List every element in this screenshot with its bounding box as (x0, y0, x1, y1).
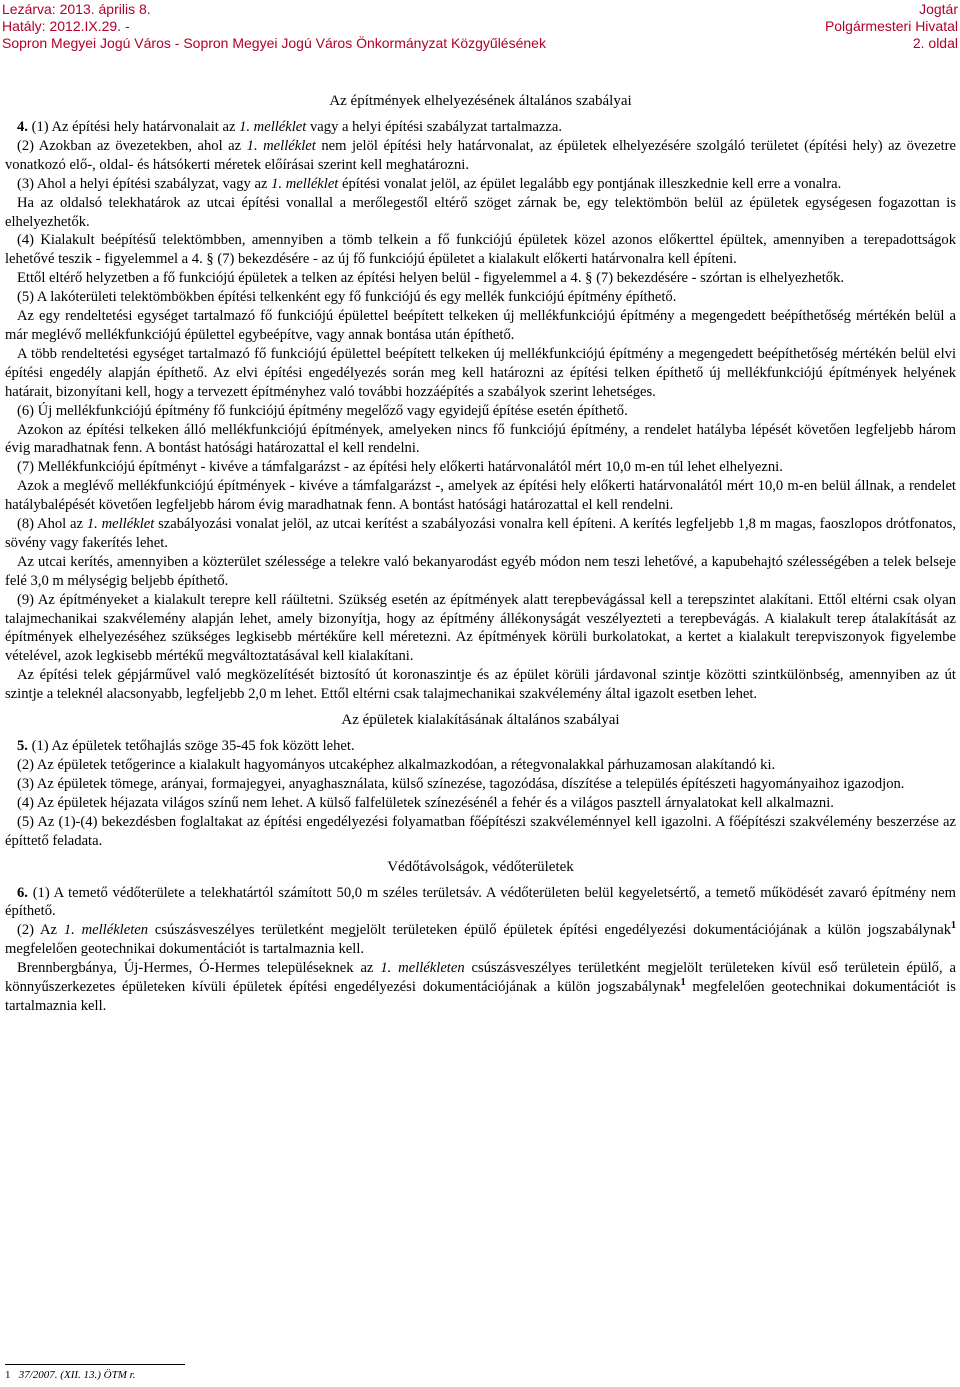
paragraph: Az építési telek gépjárművel való megközelítését biztosító út koronaszintje és az épület körüli járdavonal szintje közötti szintkülönbség, amennyiben az út szintje a teleknél alacsonyabb, legfeljebb 2,0 m lehet. Ettől eltérni csak talajmechanikai szakvélemény által igazolt esetben lehet. (5, 667, 956, 703)
footnote-reference[interactable]: 1 (680, 977, 686, 989)
header-page-number: 2. oldal (912, 35, 958, 51)
document-body (5, 88, 956, 1016)
header-issuer: Sopron Megyei Jogú Város - Sopron Megyei Jogú Város Önkormányzat Közgyűlésének (2, 35, 546, 51)
section-heading-building-design: Az épületek kialakításának általános szabályai (341, 712, 620, 729)
header-source: Jogtár (919, 1, 958, 17)
paragraph: (8) Ahol az 1. melléklet szabályozási vonalat jelöl, az utcai kerítést a szabályozási vonalra kell építeni. A kerítés legfeljebb 1,8 m magas, faoszlopos drótfonatos, sövény vagy fakerítés lehet. (5, 516, 957, 551)
footnote (5, 1369, 135, 1381)
section-number: 4. (17, 119, 28, 135)
paragraph: (5) A lakóterületi telektömbökben építési telkenként egy fő funkciójú és egy mellék funkciójú építmény építhető. (17, 289, 677, 306)
paragraph: Ettől eltérő helyzetben a fő funkciójú épületek a telken az építési helyen belül - figyelemmel a 4. § (7) bekezdésére - szórtan is elhelyezhetők. (17, 270, 845, 287)
paragraph: Brennbergbánya, Új-Hermes, Ó-Hermes településeknek az 1. mellékleten csúszásveszélyes területként megjelölt területeken kívül eső területein épülő, a könnyűszerkezetes épületeken kívüli épületek építési engedélyezési dokumentációjának a külön jogszabálynak$^1$ megfelelően geotechnikai dokumentációt is tartalmaznia kell. (5, 960, 956, 1014)
paragraph: Az utcai kerítés, amennyiben a közterület szélessége a telekre való bekanyarodást egyéb módon nem teszi lehetővé, a kapubehajtó szélességében a telek belseje felé 3,0 m mélységig beljebb építhető. (5, 553, 956, 589)
footnote-number: 1 (5, 1369, 11, 1381)
paragraph: Az egy rendeltetési egységet tartalmazó fő funkciójú épülettel beépített telkeken új mellékfunkciójú építmény a megengedett beépíthetőség mértékén belül a már meglévő mellékfunkciójú épülettel egybeépítve, vagy annak bontása után építhető. (5, 308, 956, 343)
paragraph: (3) Az épületek tömege, arányai, formajegyei, anyaghasználata, külső színezése, tagozódása, díszítése a település építészeti hagyományaihoz igazodjon. (17, 775, 905, 792)
paragraph: 4. (1) Az építési hely határvonalait az 1. melléklet vagy a helyi építési szabályzat tartalmazza. (17, 119, 563, 135)
paragraph: (2) Azokban az övezetekben, ahol az 1. melléklet nem jelöl építési hely határvonalat, az épületek elhelyezésére szolgáló területet (építési hely) az övezetre vonatkozó elő-, oldal- és hátsókerti méretek előírásai szerint kell meghatározni. (5, 137, 956, 173)
paragraph: (6) Új mellékfunkciójú építmény fő funkciójú építmény megelőző vagy egyidejű építése esetén építhető. (17, 402, 628, 419)
paragraph: (4) Az épületek héjazata világos színű nem lehet. A külső falfelületek színezésénél a fehér és a világos pasztell árnyalatokat kell alkalmazni. (17, 794, 834, 811)
paragraph: (9) Az építményeket a kialakult terepre kell ráültetni. Szükség esetén az építmények alatt terepbevágással kell a terepszintet alakítani. Ettől eltérni csak olyan talajmechanikai szakvélemény alapján lehet, amely bizonyítja, hogy az építmény állékonyságát veszélyezteti a terepbevágás. A kialakult terep átalakítását az építmények elhelyezéséhez szükséges legkisebb mértékűre kell méretezni. Az építmények körüli burkolatokat, a kertet a kialakult terepviszonyok figyelembe vételével, azok legkisebb mértékű megváltoztatásával kell kialakítani. (5, 591, 956, 665)
section-heading-placement-rules: Az építmények elhelyezésének általános szabályai (329, 93, 632, 109)
section-number: 6. (17, 884, 28, 901)
page-header (0, 0, 960, 52)
footnote-divider (5, 1364, 185, 1365)
section-heading-protection-zones: Védőtávolságok, védőterületek (387, 858, 574, 875)
paragraph: (4) Kialakult beépítésű telektömbben, amennyiben a tömb telkein a fő funkciójú épületek közel azonos előkerttel épültek, amennyiben a terepadottságok lehetővé teszik - figyelemmel a 4. § (7) bekezdésére - az új fő funkciójú épületet a kialakult előkerti határvonalra kell építeni. (5, 232, 956, 268)
paragraph: Azok a meglévő mellékfunkciójú építmények - kivéve a támfalgarázst -, amelyek az építési hely előkerti határvonalától mért 10,0 m-en belül állnak, a rendelet hatálybalépését követően legfeljebb három évig maradhatnak fenn. A bontást hatósági határozattal el kell rendelni. (5, 478, 956, 514)
footnote-reference[interactable]: 1 (951, 920, 956, 932)
paragraph: Ha az oldalsó telekhatárok az utcai építési vonallal a merőlegestől eltérő szöget zárnak be, egy telektömbön belül az épületek egységesen fogazottan is elhelyezhetők. (5, 194, 956, 230)
header-effective-date: Hatály: 2012.IX.29. - (2, 18, 130, 34)
section-number: 5. (17, 738, 28, 755)
paragraph: (7) Mellékfunkciójú építményt - kivéve a támfalgarázst - az építési hely előkerti határvonalától mért 10,0 m-en túl lehet elhelyezni. (17, 459, 783, 476)
paragraph: (2) Az épületek tetőgerince a kialakult hagyományos utcaképhez alkalmazkodóan, a rétegvonalakkal párhuzamosan alakítandó ki. (17, 757, 776, 773)
header-closed-date: Lezárva: 2013. április 8. (2, 1, 151, 17)
paragraph: 6. (1) A temető védőterülete a telekhatártól számított 50,0 m széles területsáv. A védőterületen belül kegyeletsértő, a temető működését zavaró építmény nem építhető. (5, 884, 956, 920)
paragraph: 5. (1) Az épületek tetőhajlás szöge 35-45 fok között lehet. (17, 738, 355, 755)
paragraph: (3) Ahol a helyi építési szabályzat, vagy az 1. melléklet építési vonalat jelöl, az épület legalább egy pontjának illeszkednie kell erre a vonalra. (17, 175, 842, 192)
paragraph: A több rendeltetési egységet tartalmazó fő funkciójú épülettel beépített telkeken új mellékfunkciójú építmény a megengedett beépíthetőség mértékén belül elvi építési engedély alapján építhető. Az elvi építési engedélyezés során meg kell határozni az építési telken építhető új mellékfunkciójú építmények helyének határait, bizonyítani kell, hogy a tervezett építményhez való további hozzáépítés a szabályok szerint lehetséges. (5, 345, 956, 400)
paragraph: Azokon az építési telkeken álló mellékfunkciójú építmények, amelyeken nincs fő funkciójú építmény, a rendelet hatályba lépését követően legfeljebb három évig maradhatnak fenn. A bontást hatósági határozattal el kell rendelni. (5, 421, 956, 457)
paragraph: (2) Az 1. mellékleten csúszásveszélyes területként megjelölt területeken épülő épületek építési engedélyezési dokumentációjának a külön jogszabálynak$^1$ megfelelően geotechnikai dokumentációt is tartalmaznia kell. (5, 920, 956, 958)
paragraph: (5) Az (1)-(4) bekezdésben foglaltakat az építési engedélyezési folyamatban főépítészi szakvéleménnyel kell igazolni. A főépítészi szakvélemény beszerzése az építtető feladata. (5, 813, 956, 849)
footnote-text: 37/2007. (XII. 13.) ÖTM r. (18, 1369, 136, 1381)
header-office: Polgármesteri Hivatal (824, 18, 958, 34)
